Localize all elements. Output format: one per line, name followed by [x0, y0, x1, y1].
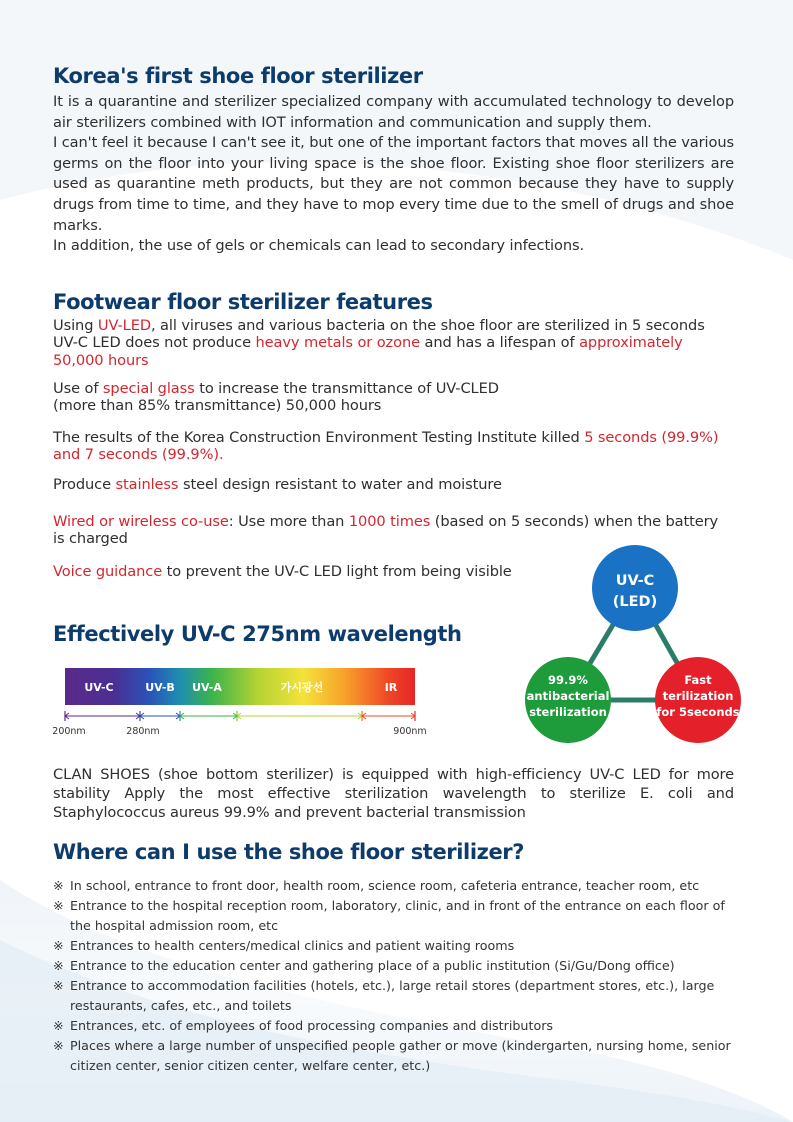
band-uva: UV-A: [192, 681, 222, 694]
intro-text: [53, 92, 734, 257]
heading-wavelength: Effectively UV-C 275nm wavelength: [53, 622, 462, 646]
feature-stainless: Produce stainless steel design resistant to water and moisture: [53, 476, 502, 493]
list-item: ※ Entrances to health centers/medical clinics and patient waiting rooms: [53, 938, 515, 953]
list-item: ※ Entrance to accommodation facilities (hotels, etc.), large retail stores (department stores, etc.), large restaurants, cafes, etc., and toilets: [53, 978, 715, 1013]
list-item: ※ In school, entrance to front door, health room, science room, cafeteria entrance, teacher room, etc: [53, 878, 700, 893]
label-uvc: UV-C: [615, 573, 655, 589]
list-item: ※ Entrance to the education center and gathering place of a public institution (Si/Gu/Dong office): [53, 958, 675, 973]
band-uvc: UV-C: [84, 681, 114, 694]
feature-triangle-diagram: [520, 545, 750, 750]
tick-280nm: 280nm: [126, 726, 160, 737]
tick-200nm: 200nm: [52, 726, 86, 737]
feature-uv-led: Using UV-LED, all viruses and various bacteria on the shoe floor are sterilized in 5 seconds UV-C LED does not produce heavy metals or ozone and has a lifespan of approximately 50,000 hours: [53, 317, 705, 369]
label-sterilization: sterilization: [529, 705, 607, 719]
label-terilization: terilization: [662, 689, 734, 703]
label-fast: Fast: [684, 673, 712, 687]
list-item: ※ Entrance to the hospital reception room, laboratory, clinic, and in front of the entrance on each floor of the hospital admission room, etc: [53, 898, 725, 933]
label-antibacterial: antibacterial: [526, 689, 610, 703]
band-uvb: UV-B: [145, 681, 175, 694]
label-led: (LED): [612, 594, 658, 610]
usage-location-list: [53, 876, 733, 1076]
feature-voice: Voice guidance to prevent the UV-C LED light from being visible: [53, 563, 512, 580]
spectrum-axis: [65, 711, 415, 721]
band-visible: 가시광선: [280, 681, 324, 694]
feature-test-results: The results of the Korea Construction Environment Testing Institute killed 5 seconds (99.9%) and 7 seconds (99.9%).: [53, 429, 719, 464]
feature-special-glass: Use of special glass to increase the transmittance of UV-CLED (more than 85% transmittance) 50,000 hours: [53, 380, 499, 415]
intro-paragraph-1: It is a quarantine and sterilizer specialized company with accumulated technology to develop air sterilizers combined with IOT information and communication and supply them.: [53, 93, 734, 131]
band-ir: IR: [384, 681, 398, 694]
heading-features: Footwear floor sterilizer features: [53, 290, 433, 314]
heading-where-to-use: Where can I use the shoe floor sterilizer?: [53, 840, 525, 864]
tick-900nm: 900nm: [393, 726, 427, 737]
list-item: ※ Places where a large number of unspecified people gather or move (kindergarten, nursing home, senior citizen center, senior citizen center, welfare center, etc.): [53, 1038, 731, 1073]
heading-first-sterilizer: Korea's first shoe floor sterilizer: [53, 64, 423, 88]
list-item: ※ Entrances, etc. of employees of food processing companies and distributors: [53, 1018, 554, 1033]
label-5seconds: for 5seconds: [656, 705, 740, 719]
wavelength-description: CLAN SHOES (shoe bottom sterilizer) is equipped with high-efficiency UV-C LED for more stability Apply the most effective sterilization wavelength to sterilize E. coli and Staphylococcus aureus 99.9% and prevent bacterial transmission: [53, 766, 734, 821]
spectrum-bar: [65, 668, 415, 705]
uv-spectrum-chart: [52, 668, 432, 742]
feature-wireless: Wired or wireless co-use: Use more than 1000 times (based on 5 seconds) when the battery is charged: [53, 513, 719, 548]
intro-paragraph-2: I can't feel it because I can't see it, but one of the important factors that moves all the various germs on the floor into your living space is the shoe floor. Existing shoe floor sterilizers are used as quarantine meth products, but they are not common because they have to supply drugs from time to time, and they have to mop every time due to the smell of drugs and shoe marks.: [53, 134, 734, 234]
intro-paragraph-3: In addition, the use of gels or chemicals can lead to secondary infections.: [53, 237, 585, 255]
label-percent: 99.9%: [548, 673, 588, 687]
